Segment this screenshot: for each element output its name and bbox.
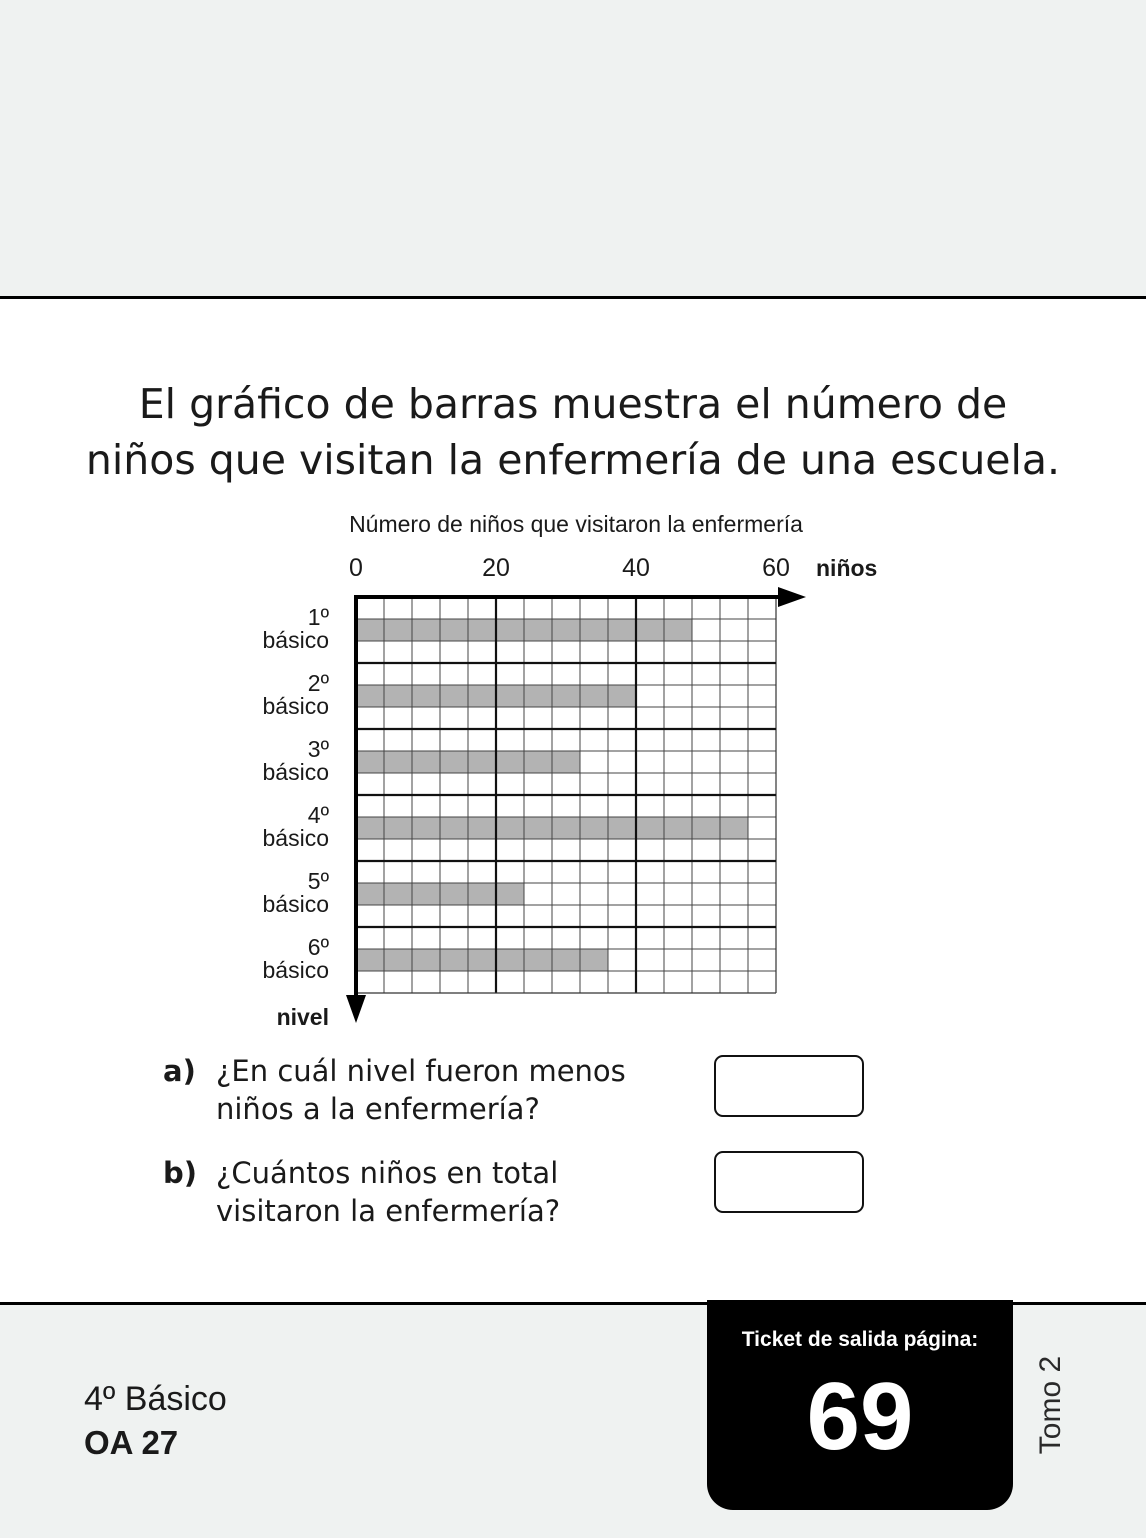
exit-ticket	[707, 1300, 1013, 1510]
ticket-label: Ticket de salida página:	[741, 1328, 979, 1351]
tomo-text: Tomo 2	[1034, 1355, 1067, 1455]
category-label-word: básico	[262, 957, 329, 983]
x-tick-label: 40	[622, 554, 650, 582]
question-a-letter: a)	[163, 1054, 196, 1088]
category-label-word: básico	[262, 693, 329, 719]
question-b-text	[216, 1154, 686, 1230]
bar-6	[356, 949, 608, 971]
category-label-number: 2º	[307, 670, 329, 696]
question-b-line-1: ¿Cuántos niños en total	[216, 1156, 559, 1190]
category-label-number: 1º	[307, 604, 329, 630]
ticket-page-number: 69	[806, 1363, 914, 1470]
category-label-word: básico	[262, 825, 329, 851]
question-a-text	[216, 1052, 686, 1128]
category-label-number: 5º	[307, 868, 329, 894]
answer-box-b[interactable]	[714, 1151, 864, 1213]
category-label-number: 6º	[307, 934, 329, 960]
category-label-word: básico	[262, 627, 329, 653]
question-a-line-1: ¿En cuál nivel fueron menos	[216, 1054, 626, 1088]
category-label-number: 3º	[307, 736, 329, 762]
oa-label: OA 27	[84, 1424, 179, 1461]
answer-box-a[interactable]	[714, 1055, 864, 1117]
grade-label: 4º Básico	[84, 1380, 227, 1418]
category-label-number: 4º	[307, 802, 329, 828]
y-axis-arrow	[346, 995, 366, 1023]
question-b-line-2: visitaron la enfermería?	[216, 1194, 561, 1228]
category-label-word: básico	[262, 759, 329, 785]
chart-title: Número de niños que visitaron la enfermería	[349, 511, 803, 537]
x-tick-label: 20	[482, 554, 510, 582]
question-b-letter: b)	[163, 1156, 198, 1190]
intro-line-1: El gráfico de barras muestra el número de	[138, 380, 1008, 428]
category-label-word: básico	[262, 891, 329, 917]
x-tick-label: 60	[762, 554, 790, 582]
y-axis-label: nivel	[276, 1004, 329, 1030]
question-a-line-2: niños a la enfermería?	[216, 1092, 540, 1126]
intro-line-2: niños que visitan la enfermería de una escuela.	[85, 436, 1061, 484]
x-tick-label: 0	[349, 554, 363, 582]
x-axis-label: niños	[816, 555, 878, 581]
x-axis-arrow	[778, 587, 806, 607]
